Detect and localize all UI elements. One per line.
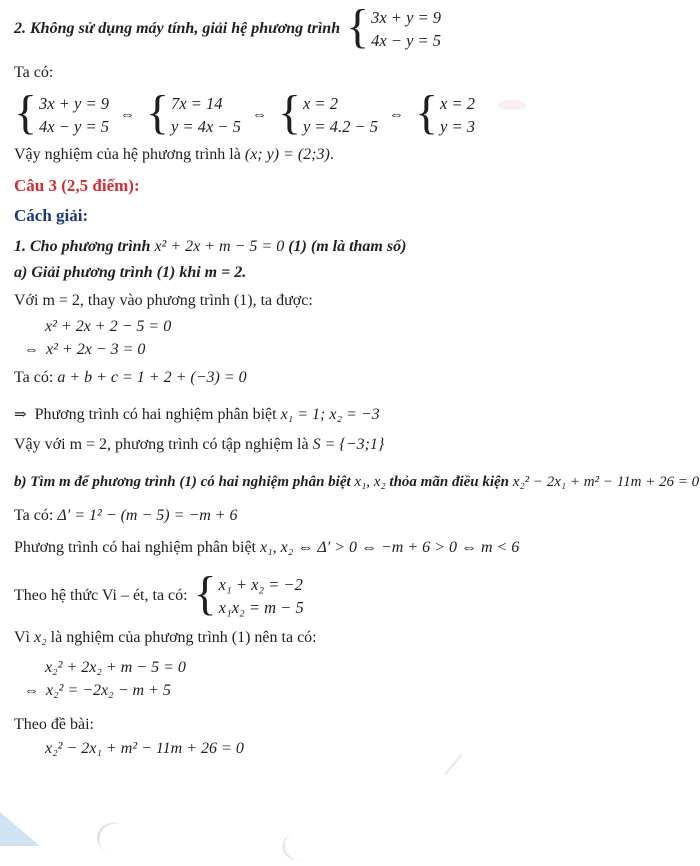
part-a-conclusion — [14, 436, 692, 454]
left-brace-icon: { — [193, 566, 217, 620]
heading-text: b) Tìm m để phương trình (1) có hai nghiệm phân biệt — [14, 474, 351, 490]
iff-arrow-icon: ⇔ — [388, 106, 404, 123]
text: Phương trình có hai nghiệm phân biệt — [14, 539, 256, 556]
iff-arrow-icon: ⇔ — [251, 106, 267, 123]
theo-de-bai-label — [14, 716, 692, 734]
equation: Δ′ = 1² − (m − 5) = −m + 6 — [57, 507, 238, 524]
implies-arrow-icon: ⇒ — [14, 407, 27, 423]
equation: a + b + c = 1 + 2 + (−3) = 0 — [57, 369, 247, 386]
equation-a1 — [45, 318, 692, 336]
system-2 — [145, 85, 241, 139]
label-text: Theo hệ thức Vi – ét, ta có: — [14, 587, 188, 604]
variable-math: x₂ — [34, 629, 47, 646]
equation: 3x + y = 9 — [371, 8, 442, 27]
roots-math: x₁ = 1; x₂ = −3 — [280, 406, 380, 423]
text: là nghiệm của phương trình (1) nên ta có: — [50, 629, 317, 646]
heading-text: Cách giải: — [14, 206, 89, 225]
equation: x = 2 — [302, 94, 338, 113]
label-text: Ta có: — [14, 369, 54, 386]
equation: x₁x₂ = m − 5 — [218, 598, 304, 617]
conclusion-text: Vậy nghiệm của hệ phương trình là — [14, 146, 241, 163]
system-3 — [277, 85, 378, 139]
ta-co-label — [14, 64, 692, 82]
condition-math: x₁, x₂ ⇔ Δ′ > 0 ⇔ −m + 6 > 0 ⇔ m < 6 — [259, 539, 520, 556]
label-text: Ta có: — [14, 507, 54, 524]
iff-arrow-icon: ⇔ — [24, 683, 39, 699]
equation: x₁ + x₂ = −2 — [218, 575, 303, 594]
cau3-heading — [14, 176, 692, 196]
equation: y = 3 — [440, 117, 475, 136]
left-brace-icon: { — [346, 0, 370, 53]
left-brace-icon: { — [277, 85, 301, 139]
equation: 3x + y = 9 — [39, 94, 109, 113]
watermark-stroke — [91, 816, 146, 866]
equation: y = 4x − 5 — [171, 117, 241, 136]
equation: x₂² + 2x₂ + m − 5 = 0 — [45, 659, 186, 676]
viet-line — [14, 566, 692, 620]
label-text: Ta có: — [14, 64, 54, 81]
text: Vậy với m = 2, phương trình có tập nghiệm là — [14, 436, 309, 453]
equation-a2 — [24, 341, 692, 359]
conclusion-math: (x; y) = (2;3) — [244, 146, 330, 163]
equation: x² + 2x − 3 = 0 — [46, 341, 146, 358]
left-brace-icon: { — [145, 85, 170, 139]
x2-root-line — [14, 629, 692, 647]
system-problem2 — [346, 0, 442, 53]
problem2-heading — [14, 0, 692, 53]
equation: 4x − y = 5 — [371, 31, 442, 50]
equation: 7x = 14 — [171, 94, 223, 113]
cach-giai-heading — [14, 206, 692, 226]
text: Vì — [14, 629, 30, 646]
equation: x = 2 — [440, 94, 475, 113]
part1-statement — [14, 238, 692, 256]
heading-math: x₁, x₂ — [354, 474, 386, 490]
heading-text: Câu 3 (2,5 điểm): — [14, 176, 140, 195]
equation: x₂² − 2x₁ + m² − 11m + 26 = 0 — [45, 740, 244, 757]
label-text: Theo đề bài: — [14, 716, 94, 733]
equation-b1 — [45, 659, 692, 677]
abc-sum-line — [14, 369, 692, 387]
statement-equation: x² + 2x + m − 5 = 0 — [154, 238, 285, 255]
equation-b3 — [45, 740, 692, 758]
system-viet — [193, 566, 304, 620]
period: . — [329, 146, 334, 163]
solution-set-math: S = {−3;1} — [312, 436, 385, 453]
left-brace-icon: { — [14, 85, 38, 139]
equation: 4x − y = 5 — [39, 117, 109, 136]
problem2-heading-text: 2. Không sử dụng máy tính, giải hệ phương trình — [14, 20, 341, 37]
part-b-heading — [14, 474, 700, 491]
equation: y = 4.2 − 5 — [302, 117, 378, 136]
part-a-heading — [14, 264, 692, 282]
statement-tail: (1) (m là tham số) — [288, 238, 407, 255]
statement-text: 1. Cho phương trình — [14, 238, 151, 255]
heading-math: x₂² − 2x₁ + m² − 11m + 26 = 0 — [512, 474, 700, 490]
equation-b2 — [24, 682, 692, 700]
part-a-substitution — [14, 292, 692, 310]
system-1 — [14, 85, 109, 139]
iff-arrow-icon: ⇔ — [24, 342, 39, 358]
system-4 — [414, 85, 475, 139]
iff-arrow-icon: ⇔ — [119, 106, 135, 123]
system-rows — [371, 6, 441, 52]
equation: x² + 2x + 2 − 5 = 0 — [45, 318, 172, 335]
watermark-stroke — [278, 825, 322, 865]
delta-line — [14, 507, 692, 525]
problem2-conclusion — [14, 146, 692, 164]
equation: x₂² = −2x₂ − m + 5 — [46, 682, 171, 699]
text: Với m = 2, thay vào phương trình (1), ta được: — [14, 292, 313, 309]
heading-text: a) Giải phương trình (1) khi m = 2. — [14, 264, 247, 281]
distinct-condition-line — [14, 539, 692, 557]
heading-text: thỏa mãn điều kiện — [389, 474, 510, 490]
text: Phương trình có hai nghiệm phân biệt — [34, 406, 277, 423]
two-roots-line — [14, 405, 692, 424]
left-brace-icon: { — [414, 85, 438, 139]
watermark-triangle — [0, 812, 40, 846]
equation-chain — [14, 85, 692, 139]
